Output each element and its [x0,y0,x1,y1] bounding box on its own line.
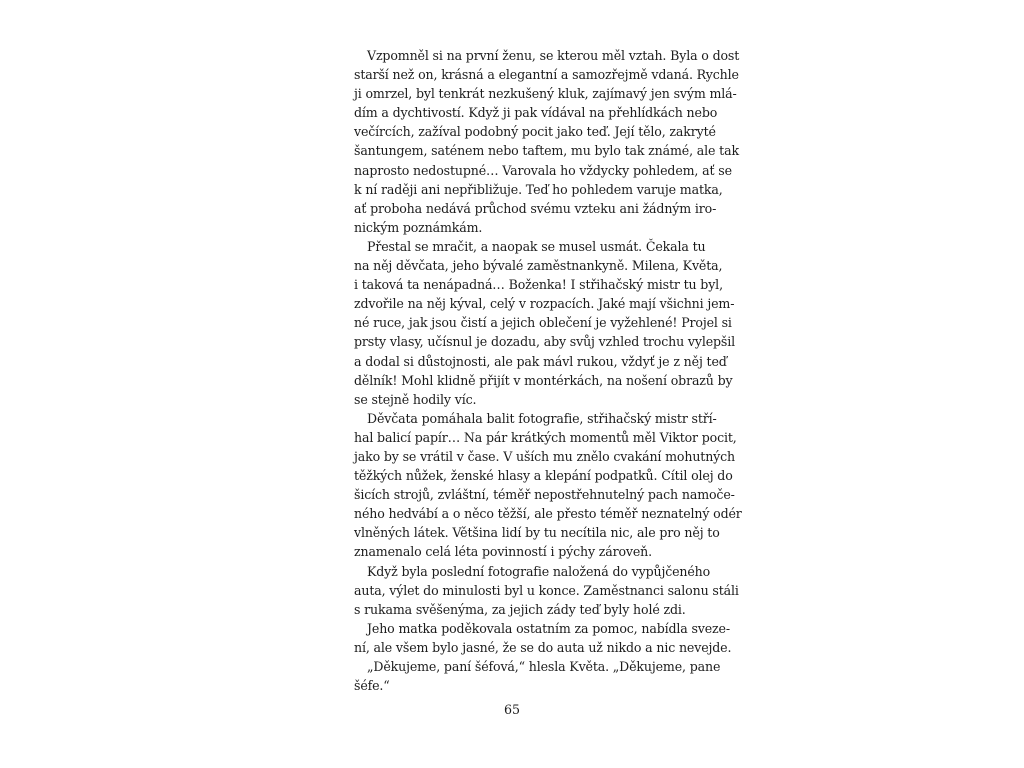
text-line: k ní raději ani nepřibližuje. Teď ho pohledem varuje matka, [354,181,723,197]
paragraph-5 [341,619,732,657]
text-line: Děvčata pomáhala balit fotografie, střihačský mistr stří- [367,410,717,426]
text-line: ní, ale všem bylo jasné, že se do auta už nikdo a nic nevejde. [354,639,732,655]
text-line: šantungem, saténem nebo taftem, mu bylo tak známé, ale tak [354,143,739,159]
text-line: dělník! Mohl klidně přijít v montérkách, na nošení obrazů by [354,372,733,388]
text-line: těžkých nůžek, ženské hlasy a klepání podpatků. Cítil olej do [354,468,733,484]
text-line: ji omrzel, byl tenkrát nezkušený kluk, zajímavý jen svým mlá- [354,86,737,102]
text-line: prsty vlasy, učísnul je dozadu, aby svůj vzhled trochu vylepšil [354,334,735,350]
text-line: se stejně hodily víc. [354,391,477,407]
body-text [341,46,742,695]
text-line: a dodal si důstojnosti, ale pak mávl rukou, vždyť je z něj teď [354,353,727,369]
text-line: „Děkujeme, paní šéfová,“ hlesla Květa. „Děkujeme, pane [367,659,721,674]
text-line: naprosto nedostupné… Varovala ho vždycky pohledem, ať se [354,162,732,178]
text-line: Když byla poslední fotografie naložená do vypůjčeného [367,563,711,579]
paragraph-2 [341,237,735,409]
paragraph-4 [341,562,739,619]
text-line: zdvořile na něj kýval, celý v rozpacích. Jaké mají všichni jem- [354,296,735,312]
text-line: starší než on, krásná a elegantní a samozřejmě vdaná. Rychle [354,67,739,83]
paragraph-1 [341,46,740,237]
text-line: ného hedvábí a o něco těžší, ale přesto téměř neznatelný odér [354,506,742,522]
text-line: ať proboha nedává průchod svému vzteku ani žádným iro- [354,200,717,216]
text-line: večírcích, zažíval podobný pocit jako teď. Její tělo, zakryté [354,124,716,140]
text-line: šéfe.“ [354,678,390,694]
text-line: znamenalo celá léta povinností i pýchy zároveň. [354,544,652,560]
text-line: na něj děvčata, jeho bývalé zaměstnankyně. Milena, Květa, [354,258,723,274]
text-line: auta, výlet do minulosti byl u konce. Zaměstnanci salonu stáli [354,582,739,598]
page-number: 65 [503,702,521,717]
text-line: dím a dychtivostí. Když ji pak vídával na přehlídkách nebo [354,105,718,121]
text-line: Vzpomněl si na první ženu, se kterou měl vztah. Byla o dost [367,48,740,63]
text-line: Jeho matka poděkovala ostatním za pomoc, nabídla sveze- [367,620,730,636]
text-line: nickým poznámkám. [354,219,483,235]
text-line: hal balicí papír… Na pár krátkých momentů měl Viktor pocit, [354,429,737,445]
text-line: i taková ta nenápadná… Boženka! I střihačský mistr tu byl, [354,277,723,293]
text-line: s rukama svěšenýma, za jejich zády teď byly holé zdi. [354,601,686,617]
text-line: Přestal se mračit, a naopak se musel usmát. Čekala tu [367,238,706,254]
paragraph-6 [341,657,721,695]
text-line: né ruce, jak jsou čistí a jejich oblečení je vyžehlené! Projel si [354,315,732,331]
text-line: jako by se vrátil v čase. V uších mu znělo cvakání mohutných [354,448,735,464]
paragraph-3 [341,409,742,562]
text-line: šicích strojů, zvláštní, téměř nepostřehnutelný pach namoče- [354,487,735,503]
text-line: vlněných látek. Většina lidí by tu necítila nic, ale pro něj to [354,525,720,541]
